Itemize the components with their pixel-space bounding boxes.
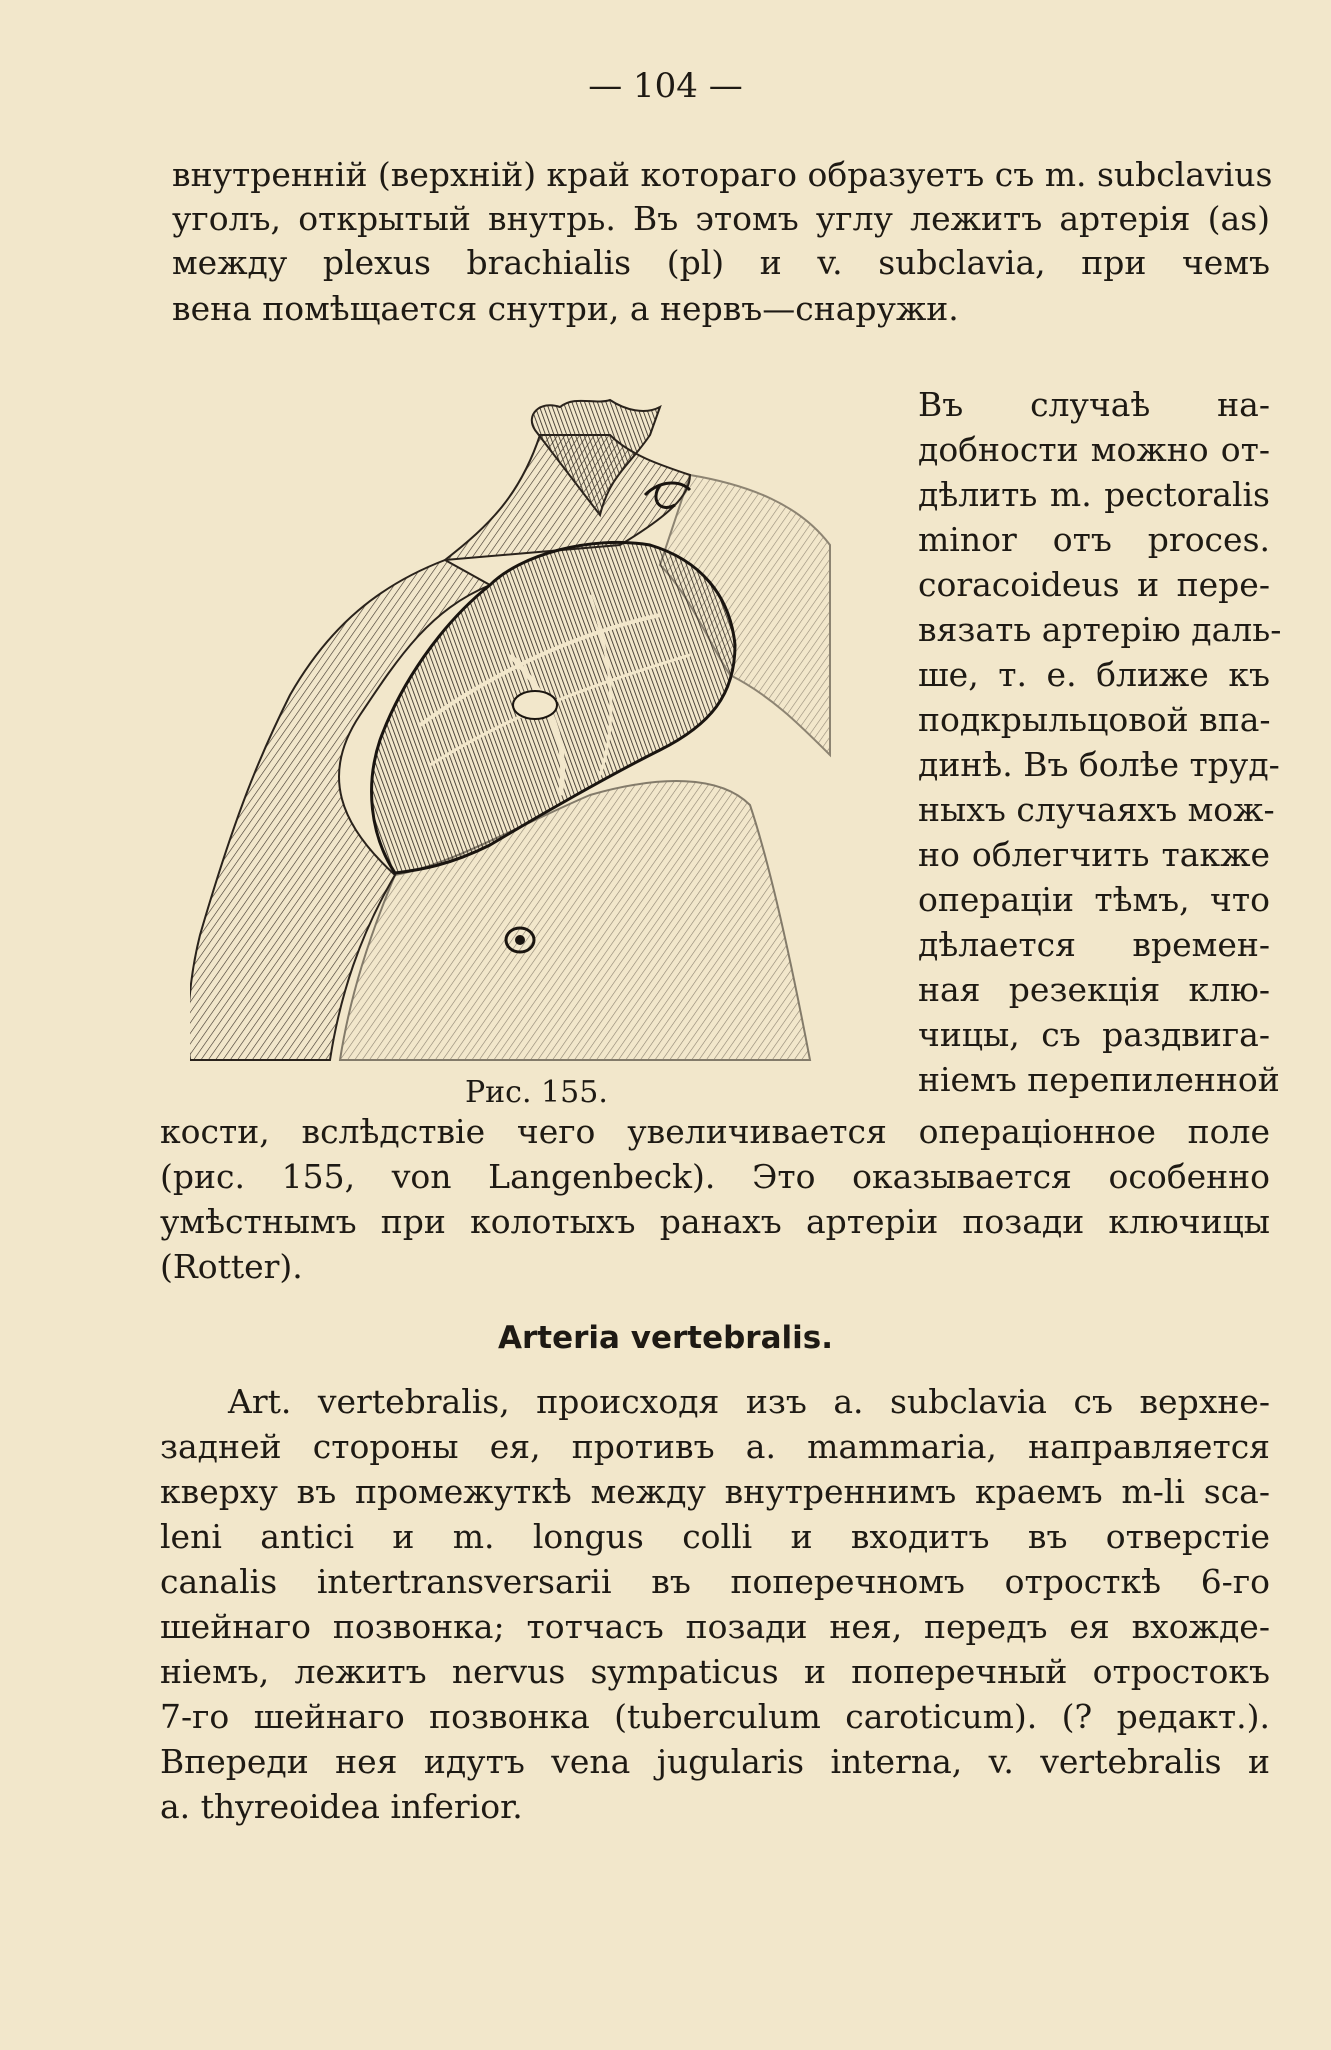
text-line: подкрыльцовой впа-: [918, 700, 1271, 739]
text-line: Art. vertebralis, происходя изъ a. subclavia съ верхне-: [228, 1382, 1270, 1421]
text-line: добности можно от-: [918, 430, 1270, 469]
text-line: чицы, съ раздвига-: [918, 1015, 1270, 1054]
text-line: ныхъ случаяхъ мож-: [918, 790, 1275, 829]
text-line: a. thyreoidea inferior.: [160, 1787, 523, 1826]
text-line: динѣ. Въ болѣе труд-: [918, 745, 1280, 784]
section-heading: Arteria vertebralis.: [498, 1320, 833, 1356]
text-line: внутренній (верхній) край котораго образуетъ съ m. subclavius: [172, 155, 1273, 194]
text-line: задней стороны ея, противъ a. mammaria, направляется: [160, 1427, 1270, 1466]
text-line: вязать артерію даль-: [918, 610, 1282, 649]
text-line: кости, вслѣдствіе чего увеличивается операціонное поле: [160, 1112, 1270, 1151]
text-line: кверху въ промежуткѣ между внутреннимъ краемъ m-li sca-: [160, 1472, 1270, 1511]
text-line: minor отъ proces.: [918, 520, 1270, 559]
text-line: между plexus brachialis (pl) и v. subclavia, при чемъ: [172, 243, 1270, 282]
anatomical-illustration: [190, 395, 840, 1070]
text-line: ная резекція клю-: [918, 970, 1270, 1009]
text-line: (Rotter).: [160, 1247, 303, 1286]
text-line: дѣлается времен-: [918, 925, 1270, 964]
text-line: canalis intertransversarii въ поперечномъ отросткѣ 6-го: [160, 1562, 1270, 1601]
text-line: вена помѣщается снутри, а нервъ—снаружи.: [172, 289, 959, 328]
text-line: Въ случаѣ на-: [918, 385, 1270, 424]
text-line: уголъ, открытый внутрь. Въ этомъ углу лежитъ артерія (as): [172, 199, 1270, 238]
page-number: — 104 —: [588, 66, 743, 106]
text-line: ніемъ, лежитъ nervus sympaticus и поперечный отростокъ: [160, 1652, 1270, 1691]
text-line: coracoideus и пере-: [918, 565, 1270, 604]
text-line: leni antici и m. longus colli и входитъ въ отверстіе: [160, 1517, 1270, 1556]
text-line: умѣстнымъ при колотыхъ ранахъ артеріи позади ключицы: [160, 1202, 1270, 1241]
text-line: операціи тѣмъ, что: [918, 880, 1270, 919]
text-line: 7-го шейнаго позвонка (tuberculum caroticum). (? редакт.).: [160, 1697, 1270, 1736]
text-line: (рис. 155, von Langenbeck). Это оказывается особенно: [160, 1157, 1270, 1196]
text-line: дѣлить m. pectoralis: [918, 475, 1270, 514]
text-line: Впереди нея идутъ vena jugularis interna, v. vertebralis и: [160, 1742, 1270, 1781]
text-line: ше, т. е. ближе къ: [918, 655, 1270, 694]
text-line: но облегчить также: [918, 835, 1270, 874]
figure-caption: Рис. 155.: [465, 1075, 608, 1110]
text-line: ніемъ перепиленной: [918, 1060, 1280, 1099]
text-line: шейнаго позвонка; тотчасъ позади нея, передъ ея вхожде-: [160, 1607, 1270, 1646]
